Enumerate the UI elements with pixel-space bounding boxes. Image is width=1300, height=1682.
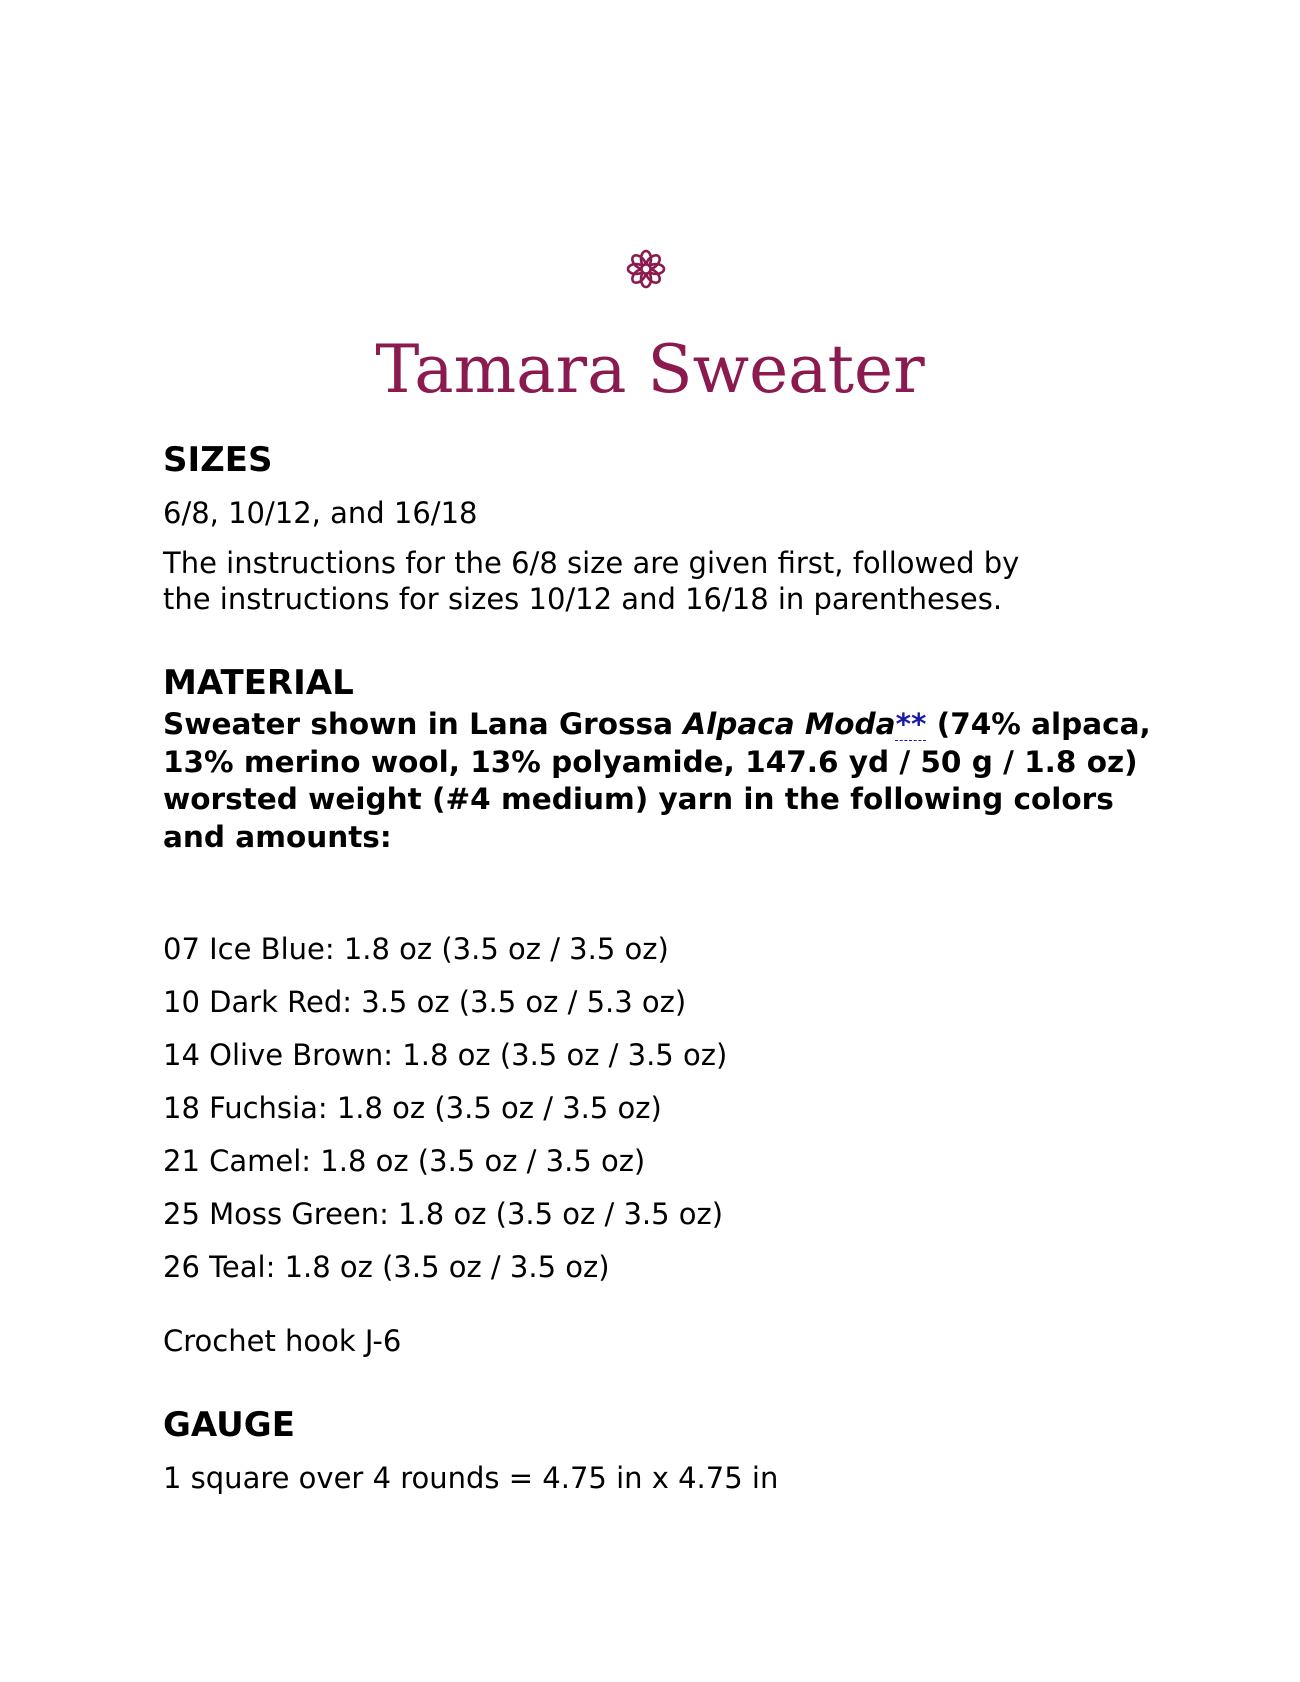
sizes-note-line-1: The instructions for the 6/8 size are given first, followed by (163, 546, 1020, 580)
yarn-name: Alpaca Moda (683, 707, 896, 741)
list-item: 10 Dark Red: 3.5 oz (3.5 oz / 5.3 oz) (163, 985, 687, 1019)
footnote-link[interactable]: ** (895, 707, 927, 741)
list-item: 26 Teal: 1.8 oz (3.5 oz / 3.5 oz) (163, 1250, 610, 1284)
list-item: 07 Ice Blue: 1.8 oz (3.5 oz / 3.5 oz) (163, 932, 669, 966)
list-item: 14 Olive Brown: 1.8 oz (3.5 oz / 3.5 oz) (163, 1038, 728, 1072)
yarn-color-list (163, 930, 727, 1301)
sizes-values: 6/8, 10/12, and 16/18 (163, 496, 478, 530)
gauge-value: 1 square over 4 rounds = 4.75 in x 4.75 in (163, 1461, 779, 1495)
flower-icon (625, 248, 667, 290)
sizes-note-line-2: the instructions for sizes 10/12 and 16/18 in parentheses. (163, 582, 1003, 616)
gauge-heading: GAUGE (163, 1405, 295, 1445)
material-heading: MATERIAL (163, 663, 354, 703)
list-item: 21 Camel: 1.8 oz (3.5 oz / 3.5 oz) (163, 1144, 646, 1178)
material-intro (163, 706, 1173, 856)
material-intro-before: Sweater shown in Lana Grossa (163, 707, 684, 741)
list-item: 25 Moss Green: 1.8 oz (3.5 oz / 3.5 oz) (163, 1197, 724, 1231)
sizes-heading: SIZES (163, 440, 273, 480)
document-title: Tamara Sweater (375, 331, 925, 408)
material-intro-after: (74% alpaca, 13% merino wool, 13% polyamide, 147.6 yd / 50 g / 1.8 oz) worsted weight (#4 medium) yarn in the following colors and amounts: (163, 707, 1151, 854)
list-item: 18 Fuchsia: 1.8 oz (3.5 oz / 3.5 oz) (163, 1091, 662, 1125)
crochet-hook: Crochet hook J-6 (163, 1324, 402, 1358)
